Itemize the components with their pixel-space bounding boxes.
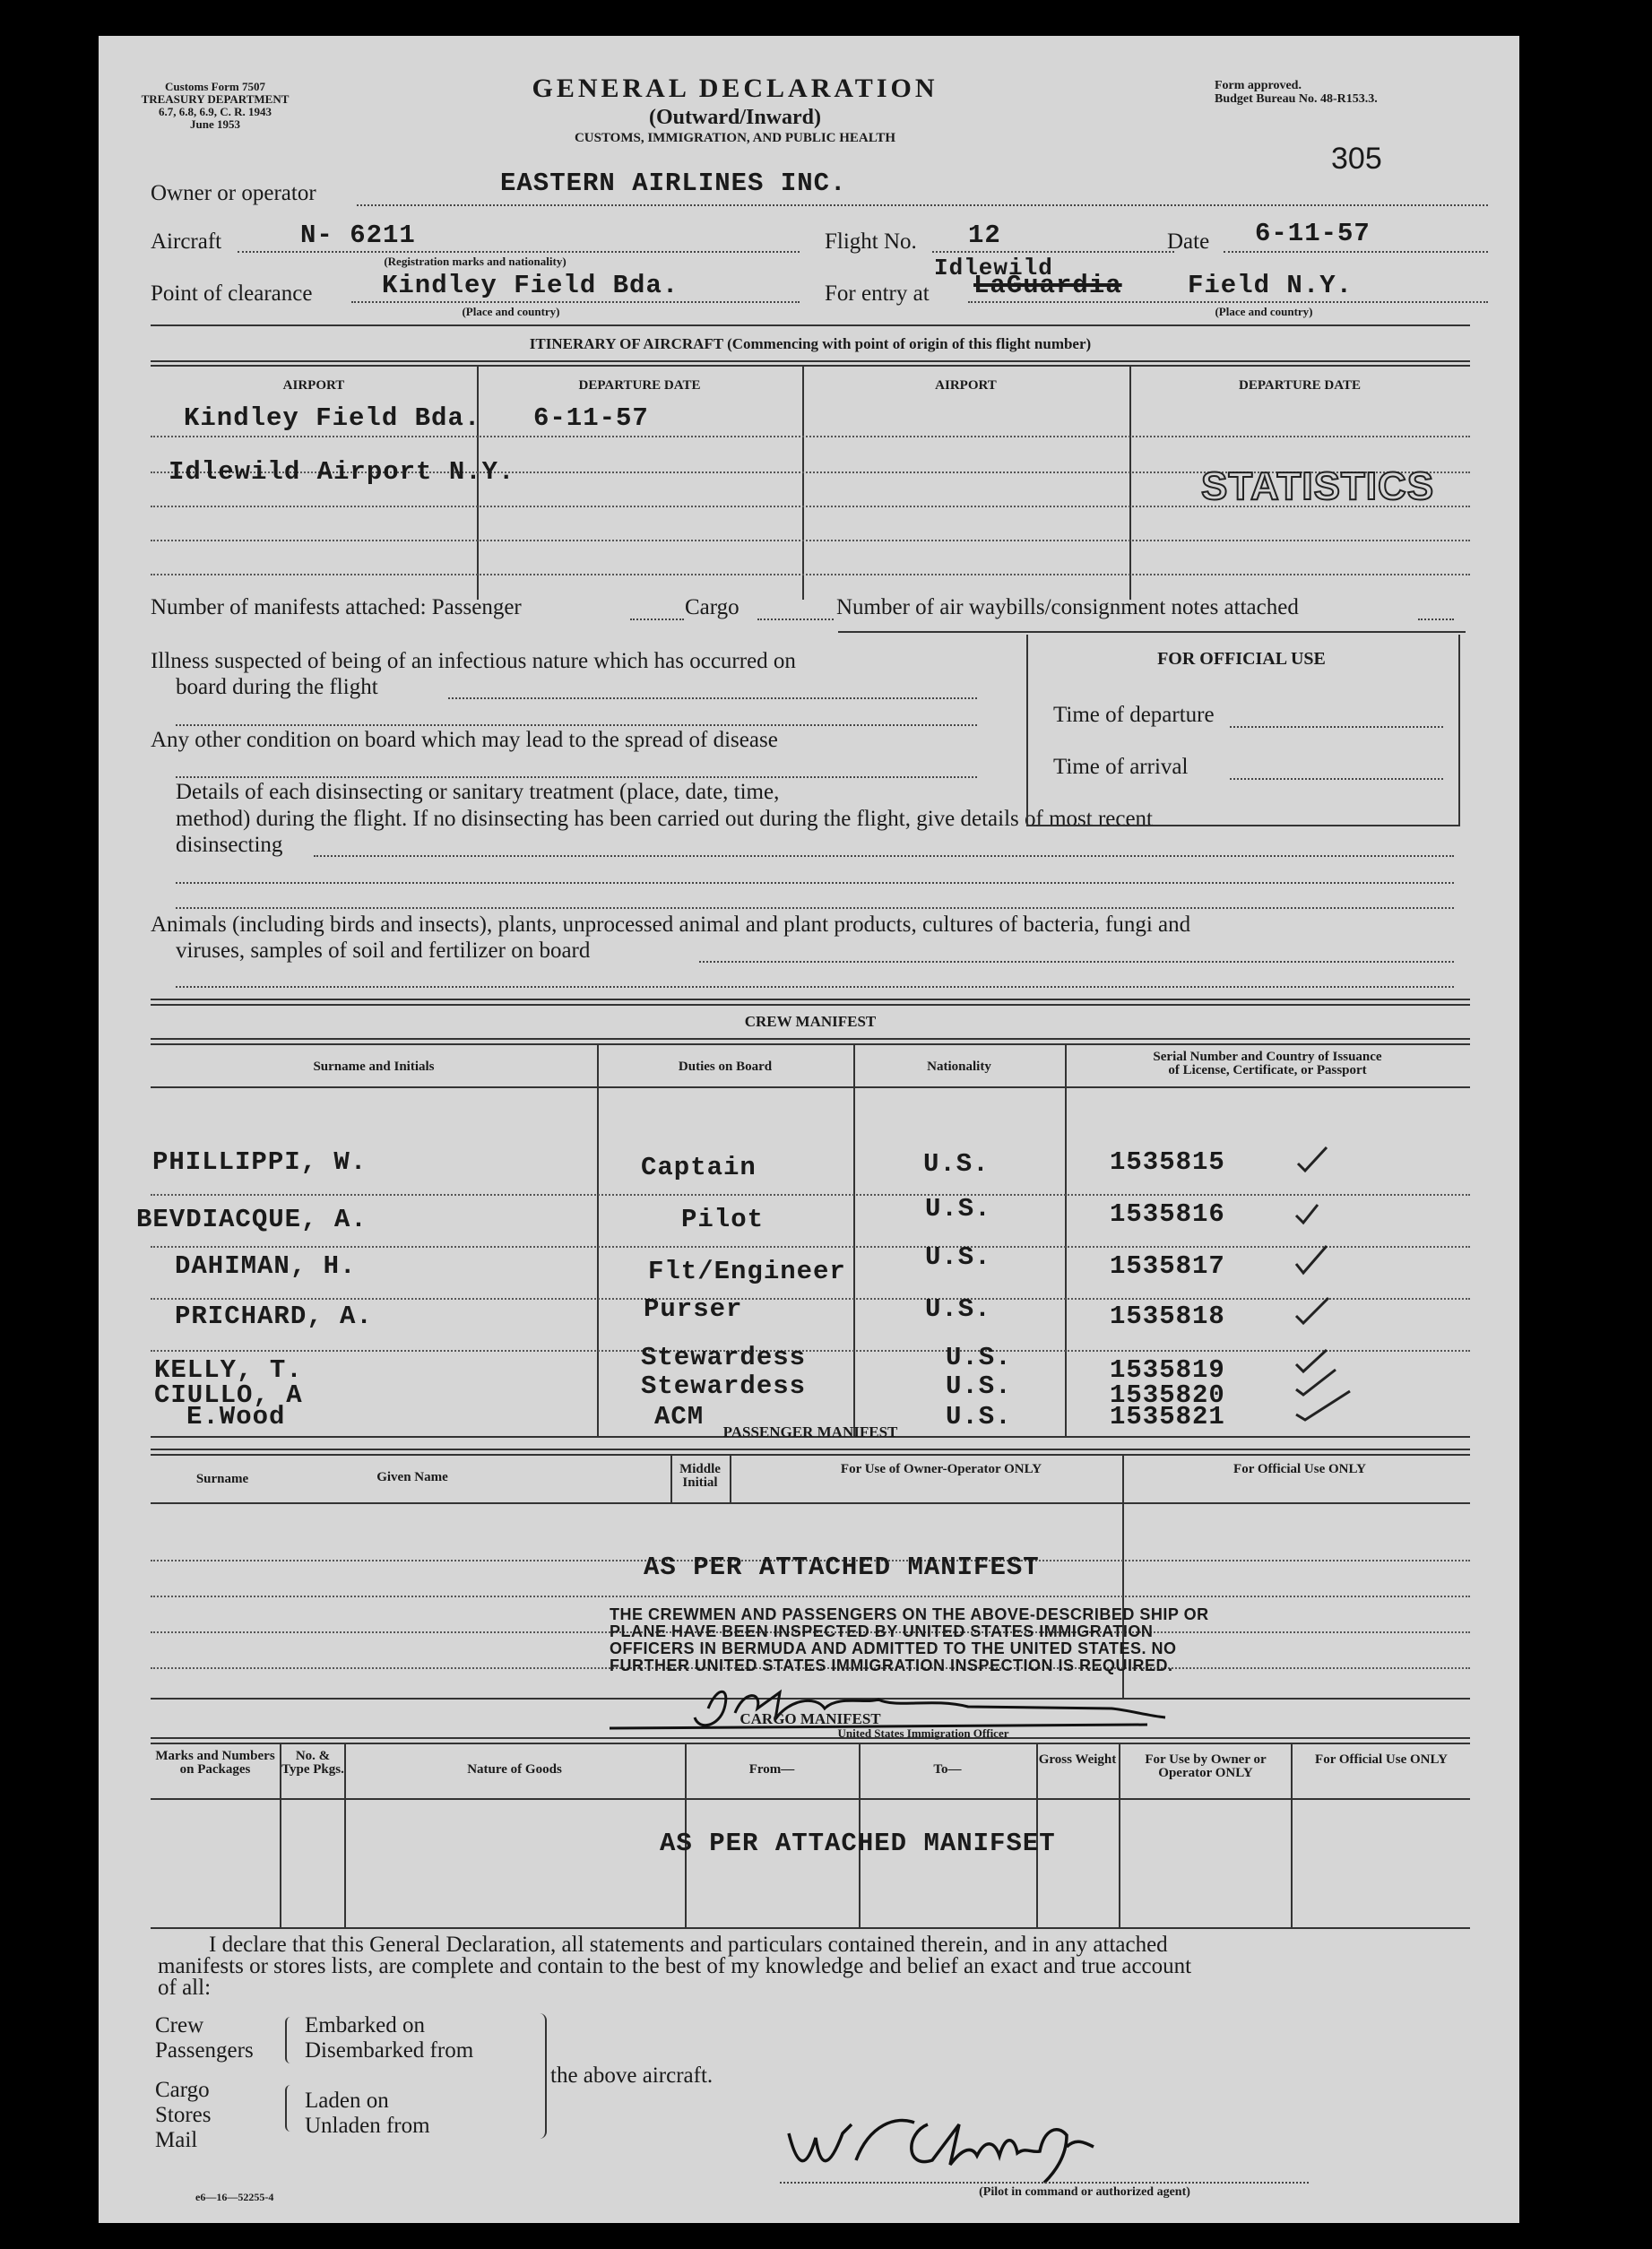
regulations: 6.7, 6.8, 6.9, C. R. 1943 xyxy=(158,105,272,118)
cargo-col-official: For Official Use ONLY xyxy=(1315,1752,1448,1767)
cargo-col-to: To— xyxy=(933,1762,962,1777)
immigration-stamp-line-2: PLANE HAVE BEEN INSPECTED BY UNITED STATES IMMIGRATION xyxy=(610,1622,1154,1640)
itinerary-row-rule-1 xyxy=(151,436,1470,437)
cargo-col-owner: For Use by Owner or Operator ONLY xyxy=(1145,1752,1267,1780)
cargo-top-rule-2 xyxy=(151,1743,1470,1744)
brace-main xyxy=(536,2013,547,2139)
itinerary-row-rule-5 xyxy=(151,574,1470,575)
clearance-caption: (Place and country) xyxy=(462,305,560,318)
brace-1 xyxy=(285,2017,296,2063)
immigration-stamp-line-1: THE CREWMEN AND PASSENGERS ON THE ABOVE-DESCRIBED SHIP OR xyxy=(610,1605,1209,1623)
crew-serial-1: 1535815 xyxy=(1110,1147,1225,1177)
department: TREASURY DEPARTMENT xyxy=(141,92,290,106)
declaration-text-1: I declare that this General Declaration, all statements and particulars contained therein, and in any attached xyxy=(209,1933,1168,1957)
declaration-passengers: Passengers xyxy=(155,2038,254,2063)
declaration-mail: Mail xyxy=(155,2128,198,2152)
official-use-top-rule xyxy=(838,631,1466,633)
official-arrival-line xyxy=(1230,778,1443,780)
declaration-cargo: Cargo xyxy=(155,2078,210,2102)
details-text-3: disinsecting xyxy=(176,833,283,857)
crew-serial-2: 1535816 xyxy=(1110,1199,1225,1229)
itinerary-col-rule-2 xyxy=(802,365,804,600)
declaration-form xyxy=(99,36,1519,2223)
crew-row-rule-2 xyxy=(151,1246,1470,1248)
immigration-stamp xyxy=(610,1606,1209,1674)
crew-duty-3: Flt/Engineer xyxy=(648,1257,846,1286)
page-title: GENERAL DECLARATION xyxy=(532,74,938,103)
crew-header-rule-2 xyxy=(151,1043,1470,1045)
check-mark-2 xyxy=(1296,1205,1318,1223)
passenger-col-middle: Middle Initial xyxy=(679,1462,721,1490)
date-line xyxy=(1224,251,1488,253)
details-line-3 xyxy=(176,907,1454,909)
crew-name-3: DAHIMAN, H. xyxy=(175,1251,357,1281)
entry-struck: LaGuardia xyxy=(973,271,1122,300)
agencies: CUSTOMS, IMMIGRATION, AND PUBLIC HEALTH xyxy=(574,131,896,145)
crew-serial-7: 1535821 xyxy=(1110,1402,1225,1432)
crew-duty-6: Stewardess xyxy=(641,1371,807,1401)
crew-top-rule-1 xyxy=(151,999,1470,1000)
illness-line-1 xyxy=(448,697,977,699)
passenger-row-rule-2 xyxy=(151,1596,1470,1597)
illness-text-2: board during the flight xyxy=(176,675,378,699)
flight-label: Flight No. xyxy=(825,229,917,254)
crew-row-rule-1 xyxy=(151,1194,1470,1196)
cargo-top-rule-1 xyxy=(151,1737,1470,1739)
manifests-passenger-line xyxy=(630,618,684,620)
crew-header-rule-1 xyxy=(151,1038,1470,1040)
date-label: Date xyxy=(1167,229,1210,254)
form-id: Customs Form 7507 xyxy=(165,80,265,93)
waybills-line xyxy=(1418,618,1454,620)
itinerary-header-rule-1 xyxy=(151,360,1470,362)
cargo-col-rule-6 xyxy=(1119,1743,1120,1927)
aircraft-line xyxy=(238,251,800,253)
crew-top-rule-2 xyxy=(151,1004,1470,1006)
details-text-1: Details of each disinsecting or sanitary treatment (place, date, time, xyxy=(176,780,780,804)
page-subtitle: (Outward/Inward) xyxy=(648,106,821,129)
itinerary-top-rule xyxy=(151,324,1470,326)
immigration-stamp-line-4: FURTHER UNITED STATES IMMIGRATION INSPECTION IS REQUIRED. xyxy=(610,1656,1173,1674)
passenger-top-rule-1 xyxy=(151,1449,1470,1450)
animals-text-1: Animals (including birds and insects), plants, unprocessed animal and plant products, cultures of bacteria, fungi and xyxy=(151,913,1191,937)
cargo-bottom-rule xyxy=(151,1927,1470,1929)
owner-label: Owner or operator xyxy=(151,181,316,205)
clearance-value: Kindley Field Bda. xyxy=(382,271,679,300)
statistics-stamp: STATISTICS xyxy=(1201,464,1435,508)
official-arrival-label: Time of arrival xyxy=(1053,755,1189,779)
crew-title: CREW MANIFEST xyxy=(744,1013,877,1030)
declaration-laden: Laden on xyxy=(305,2089,389,2113)
crew-nat-6: U.S. xyxy=(946,1371,1012,1401)
declaration-embarked: Embarked on xyxy=(305,2013,425,2037)
flight-value: 12 xyxy=(968,221,1001,250)
itinerary-title: ITINERARY OF AIRCRAFT (Commencing with point of origin of this flight number) xyxy=(529,335,1092,352)
check-mark-3 xyxy=(1296,1246,1327,1273)
brace-2 xyxy=(285,2085,296,2132)
manifests-cargo-line xyxy=(757,618,834,620)
entry-caption: (Place and country) xyxy=(1215,305,1313,318)
clearance-line xyxy=(351,301,800,303)
owner-value: EASTERN AIRLINES INC. xyxy=(500,169,847,198)
check-mark-4 xyxy=(1296,1298,1328,1323)
animals-line-2 xyxy=(176,986,1454,988)
crew-nat-5: U.S. xyxy=(946,1343,1012,1372)
declaration-text-2: manifests or stores lists, are complete and contain to the best of my knowledge and belief an exact and true account xyxy=(158,1954,1192,1978)
check-mark-5 xyxy=(1296,1350,1327,1371)
illness-text-1: Illness suspected of being of an infectious nature which has occurred on xyxy=(151,649,796,673)
crew-header-bottom-rule xyxy=(151,1086,1470,1088)
entry-handwritten: Idlewild xyxy=(934,255,1053,281)
crew-serial-5: 1535819 xyxy=(1110,1355,1225,1385)
itinerary-airport-2: Idlewild Airport N.Y. xyxy=(169,457,515,487)
crew-col-rule-1 xyxy=(597,1043,599,1436)
itinerary-airport-1: Kindley Field Bda. xyxy=(184,403,481,433)
crew-name-5: KELLY, T. xyxy=(154,1355,303,1385)
crew-name-7: E.Wood xyxy=(186,1402,286,1432)
immigration-stamp-line-3: OFFICERS IN BERMUDA AND ADMITTED TO THE UNITED STATES. NO xyxy=(610,1639,1177,1657)
date-value: 6-11-57 xyxy=(1255,219,1371,248)
itinerary-col-airport-1: AIRPORT xyxy=(282,378,345,393)
crew-name-1: PHILLIPPI, W. xyxy=(152,1147,368,1177)
crew-col-rule-3 xyxy=(1065,1043,1067,1436)
crew-nat-4: U.S. xyxy=(925,1294,991,1324)
condition-line xyxy=(176,776,977,778)
cargo-col-from: From— xyxy=(748,1762,795,1777)
crew-name-2: BEVDIACQUE, A. xyxy=(136,1205,368,1234)
crew-duty-2: Pilot xyxy=(681,1205,765,1234)
crew-serial-3: 1535817 xyxy=(1110,1251,1225,1281)
cargo-header-bottom-rule xyxy=(151,1798,1470,1800)
declaration-stores: Stores xyxy=(155,2103,212,2127)
crew-duty-7: ACM xyxy=(654,1402,705,1432)
approval-block xyxy=(1215,79,1378,106)
footer-code: e6—16—52255-4 xyxy=(195,2191,274,2203)
manifests-cargo-label: Cargo xyxy=(685,595,740,619)
declaration-text-3: of all: xyxy=(158,1976,212,2000)
itinerary-col-departure-2: DEPARTURE DATE xyxy=(1238,378,1361,393)
crew-nat-3: U.S. xyxy=(925,1242,991,1272)
cargo-col-nature: Nature of Goods xyxy=(467,1762,562,1777)
itinerary-col-rule-3 xyxy=(1129,365,1131,600)
crew-col-name: Surname and Initials xyxy=(313,1060,435,1074)
clearance-label: Point of clearance xyxy=(151,281,313,306)
check-mark-1 xyxy=(1298,1147,1327,1171)
passenger-col-official: For Official Use ONLY xyxy=(1233,1462,1366,1476)
cargo-title: CARGO MANIFEST xyxy=(740,1710,881,1727)
declaration-unladen: Unladen from xyxy=(305,2114,430,2138)
officer-caption: United States Immigration Officer xyxy=(837,1726,1009,1740)
passenger-col-given: Given Name xyxy=(376,1470,448,1484)
aircraft-caption: (Registration marks and nationality) xyxy=(384,255,567,268)
official-departure-label: Time of departure xyxy=(1053,703,1215,727)
declaration-disembarked: Disembarked from xyxy=(305,2038,474,2063)
itinerary-col-airport-2: AIRPORT xyxy=(935,378,997,393)
document-number: 305 xyxy=(1331,142,1382,176)
crew-check-marks xyxy=(1291,1129,1354,1425)
crew-col-nationality: Nationality xyxy=(927,1060,991,1074)
crew-nat-2: U.S. xyxy=(925,1194,991,1224)
crew-nat-7: U.S. xyxy=(946,1402,1012,1432)
cargo-note: AS PER ATTACHED MANIFSET xyxy=(660,1829,1056,1858)
passenger-note: AS PER ATTACHED MANIFEST xyxy=(644,1553,1040,1582)
crew-row-rule-4 xyxy=(151,1350,1470,1352)
form-date: June 1953 xyxy=(190,117,240,131)
crew-serial-6: 1535820 xyxy=(1110,1380,1225,1410)
crew-duty-5: Stewardess xyxy=(641,1343,807,1372)
illness-line-2 xyxy=(176,724,977,726)
entry-label: For entry at xyxy=(825,281,930,306)
itinerary-departure-1: 6-11-57 xyxy=(533,403,649,433)
flight-line xyxy=(932,251,1174,253)
entry-value: Field N.Y. xyxy=(1188,271,1354,300)
passenger-col-owner: For Use of Owner-Operator ONLY xyxy=(840,1462,1042,1476)
crew-col-serial-line-1: Serial Number and Country of Issuance xyxy=(1153,1050,1382,1064)
pilot-signature xyxy=(771,2098,1327,2187)
crew-col-duties: Duties on Board xyxy=(678,1060,773,1074)
details-text-2: method) during the flight. If no disinsecting has been carried out during the flight, give details of most recent xyxy=(176,807,1154,831)
crew-serial-4: 1535818 xyxy=(1110,1302,1225,1331)
passenger-header-bottom-rule xyxy=(151,1502,1470,1504)
details-line-2 xyxy=(176,882,1454,884)
condition-text: Any other condition on board which may lead to the spread of disease xyxy=(151,728,778,752)
waybills-label: Number of air waybills/consignment notes attached xyxy=(836,595,1299,619)
entry-line xyxy=(968,301,1488,303)
manifests-label: Number of manifests attached: Passenger xyxy=(151,595,522,619)
itinerary-header-rule-2 xyxy=(151,365,1470,367)
declaration-crew: Crew xyxy=(155,2013,204,2037)
form-id-block xyxy=(134,81,296,131)
animals-line-1 xyxy=(699,961,1454,963)
official-use-title: FOR OFFICIAL USE xyxy=(1157,649,1326,669)
passenger-col-surname: Surname xyxy=(195,1472,249,1486)
cargo-col-marks: Marks and Numbers on Packages xyxy=(155,1749,275,1777)
crew-nat-1: U.S. xyxy=(923,1149,990,1179)
crew-duty-1: Captain xyxy=(641,1153,757,1182)
crew-row-rule-3 xyxy=(151,1298,1470,1300)
pilot-caption: (Pilot in command or authorized agent) xyxy=(979,2185,1190,2199)
itinerary-col-departure-1: DEPARTURE DATE xyxy=(578,378,701,393)
cargo-col-rule-7 xyxy=(1291,1743,1293,1927)
itinerary-row-rule-4 xyxy=(151,540,1470,541)
owner-line xyxy=(357,204,1488,206)
details-line-1 xyxy=(314,855,1454,857)
crew-col-serial-line-2: of License, Certificate, or Passport xyxy=(1168,1063,1367,1077)
crew-duty-4: Purser xyxy=(644,1294,743,1324)
animals-text-2: viruses, samples of soil and fertilizer on board xyxy=(176,939,591,963)
crew-col-serial xyxy=(1065,1051,1470,1077)
passenger-top-rule-2 xyxy=(151,1454,1470,1456)
crew-name-4: PRICHARD, A. xyxy=(175,1302,373,1331)
aircraft-value: N- 6211 xyxy=(300,221,416,250)
cargo-col-no: No. & Type Pkgs. xyxy=(281,1749,344,1777)
aircraft-label: Aircraft xyxy=(151,229,222,254)
check-mark-6 xyxy=(1296,1370,1336,1395)
approval-line-2: Budget Bureau No. 48-R153.3. xyxy=(1215,92,1378,106)
pilot-signature-line xyxy=(780,2182,1309,2184)
crew-col-rule-2 xyxy=(853,1043,855,1436)
cargo-col-weight: Gross Weight xyxy=(1038,1752,1117,1767)
declaration-above: the above aircraft. xyxy=(550,2063,714,2088)
official-departure-line xyxy=(1230,726,1443,728)
crew-name-6: CIULLO, A xyxy=(154,1380,303,1410)
approval-line-1: Form approved. xyxy=(1215,79,1302,92)
passenger-col-rule-2 xyxy=(730,1454,731,1502)
passenger-title: PASSENGER MANIFEST xyxy=(722,1423,898,1440)
